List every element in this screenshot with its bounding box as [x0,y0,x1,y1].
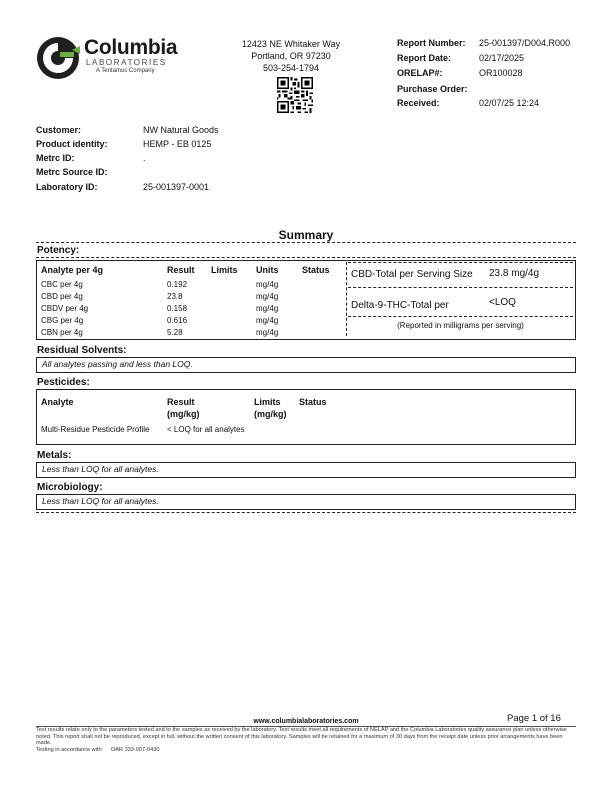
lab-address [230,38,352,74]
summary-title: Summary [278,228,334,242]
metals-label: Metals: [37,450,72,461]
potency-divider [36,257,576,258]
totals-rule [348,287,573,288]
report-date-value: 02/17/2025 [479,53,525,63]
orelap-value: OR100028 [479,68,523,78]
received-value: 02/07/25 12:24 [479,98,540,108]
thc-total-label: Delta-9-THC-Total per [351,300,449,311]
pesticides-label: Pesticides: [37,377,90,388]
purchase-order-label: Purchase Order: [397,84,468,94]
pesticides-header-limits: Limits [254,397,281,407]
laboratory-id-label: Laboratory ID: [36,182,98,192]
potency-row-analyte: CBN per 4g [41,328,83,337]
lab-tagline: A Tentamus Company [96,68,155,74]
customer-value: NW Natural Goods [143,125,219,135]
potency-header-status: Status [302,265,330,275]
footer-url[interactable]: www.columbialaboratories.com [253,718,359,725]
pesticides-header-analyte: Analyte [41,397,74,407]
totals-rule [348,316,573,317]
microbiology-note: Less than LOQ for all analytes. [42,496,159,506]
potency-row-result: 23.8 [167,292,183,301]
potency-row-analyte: CBG per 4g [41,316,84,325]
residual-solvents-label: Residual Solvents: [37,345,127,356]
qr-code-icon [277,77,313,113]
serving-note: (Reported in milligrams per serving) [397,321,524,330]
potency-row-units: mg/4g [256,304,279,313]
potency-row-analyte: CBDV per 4g [41,304,89,313]
report-number-label: Report Number: [397,38,466,48]
potency-row-units: mg/4g [256,316,279,325]
potency-row-units: mg/4g [256,328,279,337]
potency-row-result: 0.616 [167,316,188,325]
lab-name: Columbia [84,36,178,59]
footer-disclaimer: Test results relate only to the parameters tested and to the samples as received by the laboratory. Test results meet all requirements of NELAP and the Columbia Laboratories quality assurance plan unless otherwise noted. This report shall not be reproduced, except in full, without the written consent of this laboratory. Samples will be retained for a maximum of 30 days from the receipt date unless prior arrangements have been made. [36,727,567,747]
cbd-total-label: CBD-Total per Serving Size [351,269,473,280]
potency-header-units: Units [256,265,279,275]
received-label: Received: [397,98,440,108]
address-line-2: Portland, OR 97230 [251,51,331,61]
report-number-value: 25-001397/D004.R000 [479,38,571,48]
lab-phone: 503-254-1794 [262,63,320,73]
pesticides-header-status: Status [299,397,327,407]
pesticides-row-result: < LOQ for all analytes [167,425,245,434]
potency-row-analyte: CBD per 4g [41,292,83,301]
metrc-id-value: . [143,153,146,163]
residual-solvents-note: All analytes passing and less than LOQ. [42,359,193,369]
thc-total-value: <LOQ [489,297,516,308]
microbiology-label: Microbiology: [37,482,103,493]
metals-note: Less than LOQ for all analytes. [42,464,159,474]
address-line-1: 12423 NE Whitaker Way [241,39,341,49]
product-identity-value: HEMP - EB 0125 [143,139,212,149]
footer-testing: Testing in accordance with: OAR 333-007-0430 [36,746,160,753]
pesticides-header-result: Result [167,397,195,407]
metrc-source-id-label: Metrc Source ID: [36,167,108,177]
potency-label: Potency: [37,245,80,256]
summary-divider [36,242,576,243]
potency-row-result: 5.28 [167,328,183,337]
potency-row-result: 0.158 [167,304,188,313]
page-number: Page 1 of 16 [507,713,561,724]
pesticides-row-analyte: Multi-Residue Pesticide Profile [41,425,150,434]
metrc-id-label: Metrc ID: [36,153,75,163]
pesticides-header-result-unit: (mg/kg) [167,409,200,419]
totals-rule [348,262,573,263]
lab-subtitle: LABORATORIES [86,58,167,67]
product-identity-label: Product identity: [36,139,108,149]
potency-header-limits: Limits [211,265,238,275]
customer-label: Customer: [36,125,82,135]
potency-row-units: mg/4g [256,280,279,289]
potency-row-result: 0.192 [167,280,188,289]
totals-panel-divider [346,262,347,336]
footer-disclaimer-block [36,727,576,753]
pesticides-header-limits-unit: (mg/kg) [254,409,287,419]
cbd-total-value: 23.8 mg/4g [489,268,540,279]
summary-end-divider [36,512,576,513]
potency-header-result: Result [167,265,195,275]
report-date-label: Report Date: [397,53,452,63]
potency-row-analyte: CBC per 4g [41,280,83,289]
orelap-label: ORELAP#: [397,68,443,78]
laboratory-id-value: 25-001397-0001 [143,182,210,192]
potency-header-analyte: Analyte per 4g [41,265,104,275]
potency-row-units: mg/4g [256,292,279,301]
